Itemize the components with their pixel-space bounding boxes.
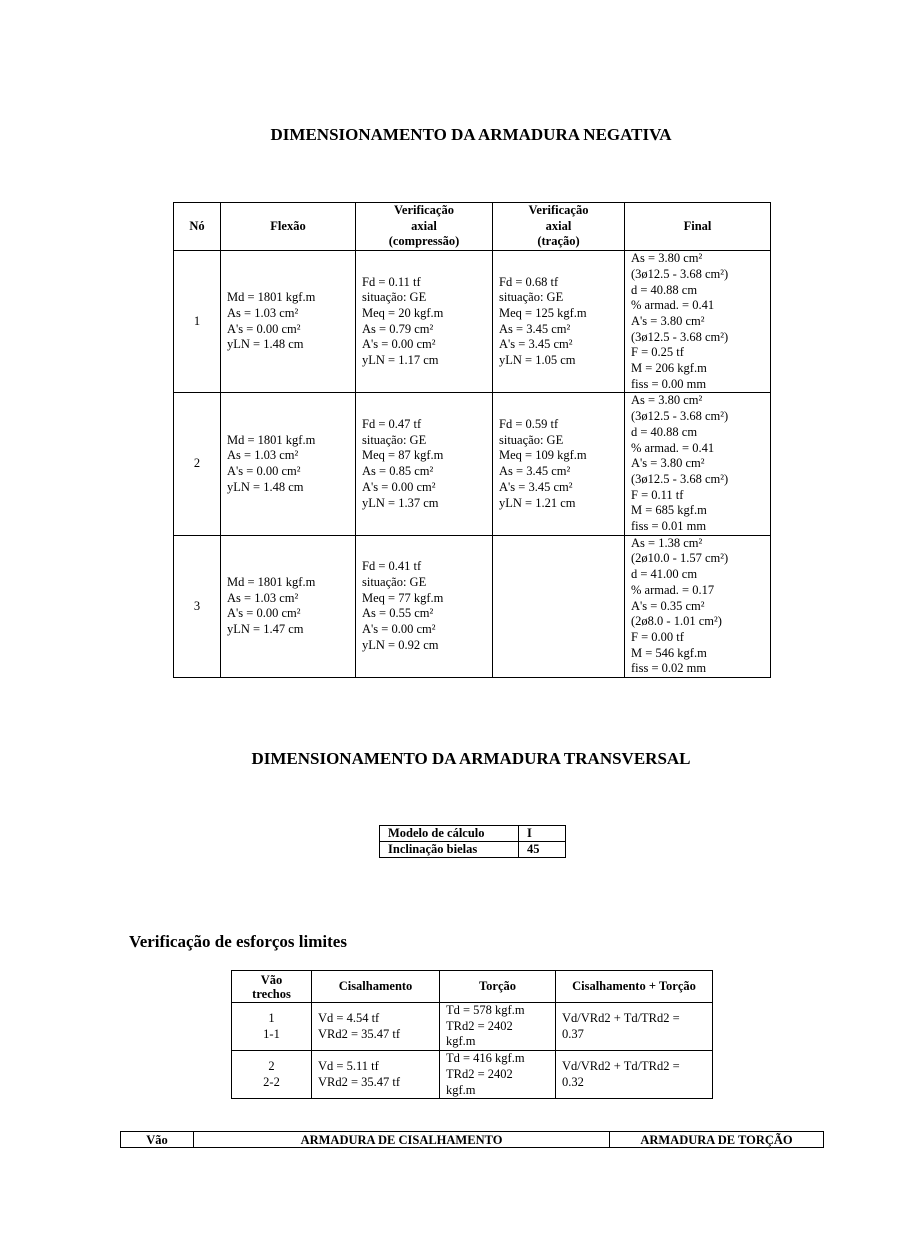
table-header-row	[232, 971, 713, 1003]
cell-line: Vd/VRd2 + Td/TRd2 =	[562, 1010, 680, 1025]
cell-line: As = 0.79 cm²	[362, 321, 434, 336]
cell-line: M = 685 kgf.m	[631, 503, 707, 518]
param-value: I	[519, 826, 566, 842]
cell-line: yLN = 1.21 cm	[499, 495, 576, 510]
negative-reinforcement-title: DIMENSIONAMENTO DA ARMADURA NEGATIVA	[270, 125, 672, 144]
cell-line: F = 0.11 tf	[631, 487, 684, 502]
vao-trecho-cell	[232, 1003, 312, 1051]
cell-line: Fd = 0.47 tf	[362, 416, 422, 431]
cisalhamento-cell	[312, 1051, 440, 1099]
header-flexao: Flexão	[221, 203, 356, 251]
header-final: Final	[625, 203, 771, 251]
cell-line: A's = 0.00 cm²	[362, 622, 436, 637]
param-label: Modelo de cálculo	[380, 826, 519, 842]
cell-line: As = 1.03 cm²	[227, 448, 299, 463]
cell-line: Vd = 4.54 tf	[318, 1010, 380, 1025]
cell-line: fiss = 0.02 mm	[631, 661, 707, 676]
flexao-cell	[221, 535, 356, 677]
cell-line: yLN = 1.48 cm	[227, 479, 304, 494]
flexao-cell	[221, 393, 356, 535]
limits-table	[231, 970, 713, 1099]
cell-line: 2	[268, 1058, 275, 1073]
cell-line: (3ø12.5 - 3.68 cm²)	[631, 329, 729, 344]
cell-line: As = 3.80 cm²	[631, 393, 703, 408]
cell-line: 0.37	[562, 1026, 584, 1041]
cell-line: Vd = 5.11 tf	[318, 1058, 379, 1073]
cell-line: A's = 0.00 cm²	[362, 479, 436, 494]
compressao-cell	[356, 535, 493, 677]
cell-line: A's = 0.35 cm²	[631, 598, 705, 613]
param-label: Inclinação bielas	[380, 842, 519, 858]
limits-section-title: Verificação de esforços limites	[129, 932, 347, 951]
tracao-cell	[493, 251, 625, 393]
table-row	[174, 393, 771, 535]
cell-line: A's = 3.80 cm²	[631, 313, 705, 328]
cell-line: situação: GE	[362, 432, 427, 447]
cell-line: VRd2 = 35.47 tf	[318, 1074, 401, 1089]
cell-line: kgf.m	[446, 1034, 476, 1049]
cell-line: As = 3.45 cm²	[499, 464, 571, 479]
cell-line: situação: GE	[362, 575, 427, 590]
cell-line: d = 40.88 cm	[631, 282, 698, 297]
header-verif-compressao: Verificação axial (compressão)	[356, 203, 493, 251]
cell-line: Vd/VRd2 + Td/TRd2 =	[562, 1058, 680, 1073]
torcao-cell	[440, 1003, 556, 1051]
header-cis-torcao: Cisalhamento + Torção	[556, 971, 713, 1003]
cell-line: % armad. = 0.17	[631, 582, 715, 597]
cell-line: Meq = 109 kgf.m	[499, 448, 587, 463]
cell-line: A's = 3.45 cm²	[499, 337, 573, 352]
cell-line: F = 0.25 tf	[631, 345, 684, 360]
cell-line: fiss = 0.01 mm	[631, 519, 707, 534]
compressao-cell	[356, 393, 493, 535]
node-number: 2	[174, 393, 221, 535]
cell-line: Fd = 0.68 tf	[499, 274, 559, 289]
cell-line: d = 41.00 cm	[631, 567, 698, 582]
cisalhamento-cell	[312, 1003, 440, 1051]
cell-line: % armad. = 0.41	[631, 298, 715, 313]
cell-line: As = 1.03 cm²	[227, 590, 299, 605]
header-verif-tracao: Verificação axial (tração)	[493, 203, 625, 251]
cell-line: % armad. = 0.41	[631, 440, 715, 455]
node-number: 3	[174, 535, 221, 677]
cis-torcao-cell	[556, 1003, 713, 1051]
cell-line: As = 0.55 cm²	[362, 606, 434, 621]
cell-line: As = 1.38 cm²	[631, 535, 703, 550]
cell-line: (3ø12.5 - 3.68 cm²)	[631, 266, 729, 281]
cell-line: yLN = 1.05 cm	[499, 353, 576, 368]
param-row	[380, 826, 566, 842]
final-cell	[625, 393, 771, 535]
table-row	[174, 535, 771, 677]
cell-line: A's = 3.45 cm²	[499, 479, 573, 494]
table-header-row	[121, 1132, 824, 1148]
cell-line: yLN = 1.37 cm	[362, 495, 439, 510]
tracao-cell	[493, 393, 625, 535]
transverse-reinforcement-title: DIMENSIONAMENTO DA ARMADURA TRANSVERSAL	[251, 749, 691, 768]
cell-line: 0.32	[562, 1074, 584, 1089]
cell-line: yLN = 1.48 cm	[227, 337, 304, 352]
table-row	[232, 1003, 713, 1051]
table-row	[174, 251, 771, 393]
header-no: Nó	[174, 203, 221, 251]
header-cisalhamento: Cisalhamento	[312, 971, 440, 1003]
flexao-cell	[221, 251, 356, 393]
cell-line: Td = 578 kgf.m	[446, 1003, 525, 1017]
cell-line: Md = 1801 kgf.m	[227, 432, 316, 447]
header-vao: Vão	[121, 1132, 194, 1148]
tracao-cell	[493, 535, 625, 677]
cis-torcao-cell	[556, 1051, 713, 1099]
table-header-row	[174, 203, 771, 251]
cell-line: (2ø8.0 - 1.01 cm²)	[631, 614, 722, 629]
cell-line: As = 0.85 cm²	[362, 464, 434, 479]
cell-line: Fd = 0.59 tf	[499, 416, 559, 431]
cell-line: As = 1.03 cm²	[227, 306, 299, 321]
cell-line: yLN = 1.17 cm	[362, 353, 439, 368]
param-value: 45	[519, 842, 566, 858]
cell-line: VRd2 = 35.47 tf	[318, 1026, 401, 1041]
final-cell	[625, 535, 771, 677]
negative-reinforcement-table	[173, 202, 771, 678]
cell-line: Meq = 125 kgf.m	[499, 306, 587, 321]
cell-line: kgf.m	[446, 1082, 476, 1097]
cell-line: 1	[268, 1010, 275, 1025]
cell-line: situação: GE	[499, 432, 564, 447]
cell-line: Td = 416 kgf.m	[446, 1051, 525, 1066]
final-cell	[625, 251, 771, 393]
cell-line: Meq = 20 kgf.m	[362, 306, 444, 321]
reinforcement-header-table	[120, 1131, 824, 1148]
cell-line: M = 206 kgf.m	[631, 361, 707, 376]
vao-trecho-cell	[232, 1051, 312, 1099]
cell-line: 1-1	[263, 1026, 280, 1041]
cell-line: A's = 0.00 cm²	[227, 464, 301, 479]
cell-line: situação: GE	[362, 290, 427, 305]
cell-line: A's = 3.80 cm²	[631, 456, 705, 471]
cell-line: A's = 0.00 cm²	[227, 321, 301, 336]
header-torcao: Torção	[440, 971, 556, 1003]
cell-line: (3ø12.5 - 3.68 cm²)	[631, 471, 729, 486]
cell-line: TRd2 = 2402	[446, 1018, 513, 1033]
cell-line: Fd = 0.11 tf	[362, 274, 421, 289]
compressao-cell	[356, 251, 493, 393]
cell-line: Meq = 77 kgf.m	[362, 590, 444, 605]
cell-line: fiss = 0.00 mm	[631, 376, 707, 391]
cell-line: situação: GE	[499, 290, 564, 305]
table-row	[232, 1051, 713, 1099]
cell-line: TRd2 = 2402	[446, 1066, 513, 1081]
header-armadura-cisalhamento: ARMADURA DE CISALHAMENTO	[194, 1132, 610, 1148]
cell-line: As = 3.80 cm²	[631, 251, 703, 266]
cell-line: M = 546 kgf.m	[631, 645, 707, 660]
cell-line: (3ø12.5 - 3.68 cm²)	[631, 409, 729, 424]
node-number: 1	[174, 251, 221, 393]
param-row	[380, 842, 566, 858]
torcao-cell	[440, 1051, 556, 1099]
header-vao-trechos: Vão trechos	[232, 971, 312, 1003]
cell-line: Meq = 87 kgf.m	[362, 448, 444, 463]
header-armadura-torcao: ARMADURA DE TORÇÃO	[610, 1132, 824, 1148]
transverse-params-table	[379, 825, 566, 858]
cell-line: yLN = 1.47 cm	[227, 622, 304, 637]
cell-line: d = 40.88 cm	[631, 424, 698, 439]
cell-line: yLN = 0.92 cm	[362, 637, 439, 652]
cell-line: As = 3.45 cm²	[499, 321, 571, 336]
cell-line: Fd = 0.41 tf	[362, 559, 422, 574]
cell-line: A's = 0.00 cm²	[227, 606, 301, 621]
cell-line: Md = 1801 kgf.m	[227, 575, 316, 590]
cell-line: A's = 0.00 cm²	[362, 337, 436, 352]
cell-line: (2ø10.0 - 1.57 cm²)	[631, 551, 729, 566]
cell-line: F = 0.00 tf	[631, 629, 684, 644]
cell-line: 2-2	[263, 1074, 280, 1089]
cell-line: Md = 1801 kgf.m	[227, 290, 316, 305]
